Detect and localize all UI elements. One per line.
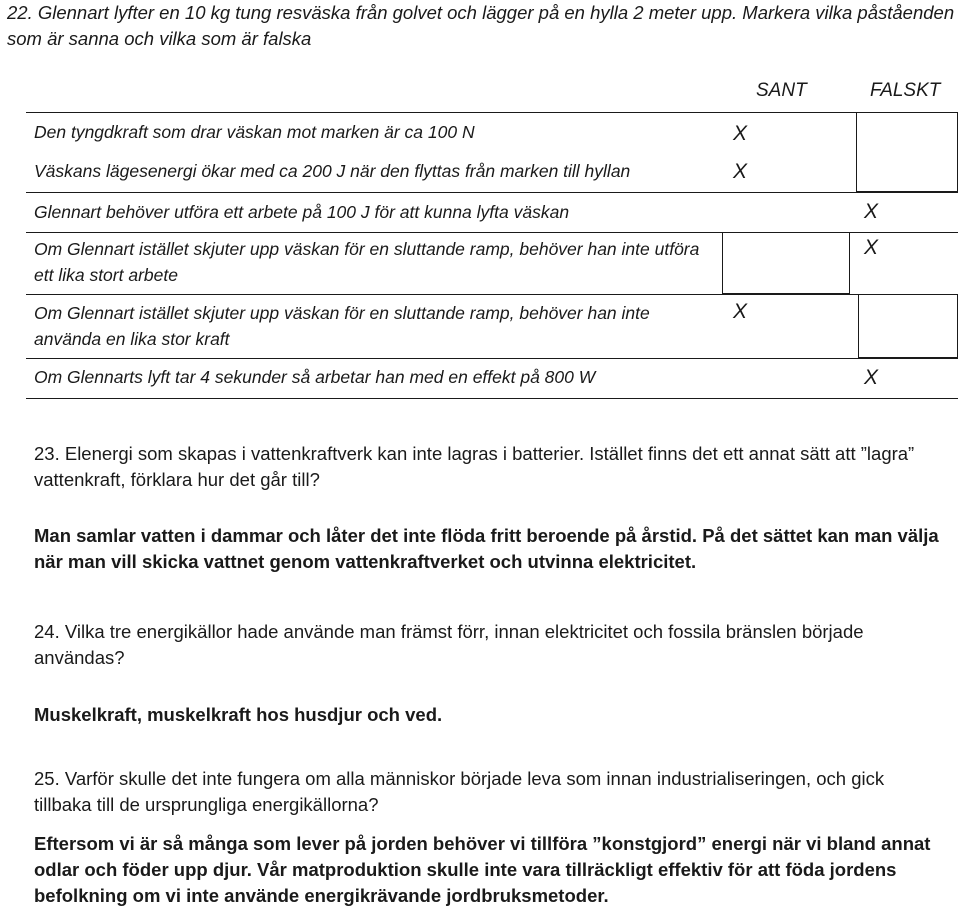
statement-4: Om Glennart istället skjuter upp väskan för en sluttande ramp, behöver han inte utföra ett lika stort arbete <box>34 239 700 285</box>
statement-2: Väskans lägesenergi ökar med ca 200 J när den flyttas från marken till hyllan <box>34 161 631 181</box>
false-mark: X <box>864 200 879 223</box>
statement-1: Den tyngdkraft som drar väskan mot marken är ca 100 N <box>34 122 475 142</box>
table-rule <box>26 398 958 399</box>
true-mark: X <box>733 122 748 145</box>
answer-box-empty <box>722 232 850 294</box>
question-23: 23. Elenergi som skapas i vattenkraftverk kan inte lagras i batterier. Istället finns det ett annat sätt att ”lagra” vattenkraft, förklara hur det går till? <box>34 443 915 490</box>
answer-23: Man samlar vatten i dammar och låter det inte flöda fritt beroende på årstid. På det sättet kan man välja när man vill skicka vattnet genom vattenkraftverket och utvinna elektricitet. <box>34 525 939 572</box>
answer-25: Eftersom vi är så många som lever på jorden behöver vi tillföra ”konstgjord” energi när vi bland annat odlar och föder upp djur. Vår matproduktion skulle inte vara tillräckligt effektiv för att föda jordens befolkning om vi inte använde energikrävande jordbruksmetoder. <box>34 833 931 906</box>
table-rule <box>26 192 958 193</box>
table-rule <box>26 294 958 295</box>
table-rule <box>26 358 958 359</box>
question-25: 25. Varför skulle det inte fungera om alla människor började leva som innan industrialiseringen, och gick tillbaka till de ursprungliga energikällorna? <box>34 768 885 815</box>
header-true: SANT <box>756 80 807 101</box>
answer-box-empty <box>856 112 958 192</box>
statement-3: Glennart behöver utföra ett arbete på 100 J för att kunna lyfta väskan <box>34 202 570 222</box>
false-mark: X <box>864 366 879 389</box>
answer-24: Muskelkraft, muskelkraft hos husdjur och ved. <box>34 704 443 725</box>
table-rule <box>26 112 856 113</box>
answer-box-empty <box>858 294 958 358</box>
false-mark: X <box>864 236 879 259</box>
true-mark: X <box>733 300 748 323</box>
true-mark: X <box>733 160 748 183</box>
question-24: 24. Vilka tre energikällor hade använde man främst förr, innan elektricitet och fossila bränslen började användas? <box>34 621 864 668</box>
header-false: FALSKT <box>870 80 941 101</box>
question-22-prompt: 22. Glennart lyfter en 10 kg tung resväska från golvet och lägger på en hylla 2 meter upp. Markera vilka påståenden som är sanna och vilka som är falska <box>7 2 955 49</box>
statement-6: Om Glennarts lyft tar 4 sekunder så arbetar han med en effekt på 800 W <box>34 367 596 387</box>
statement-5: Om Glennart istället skjuter upp väskan för en sluttande ramp, behöver han inte använda en lika stor kraft <box>34 303 650 349</box>
